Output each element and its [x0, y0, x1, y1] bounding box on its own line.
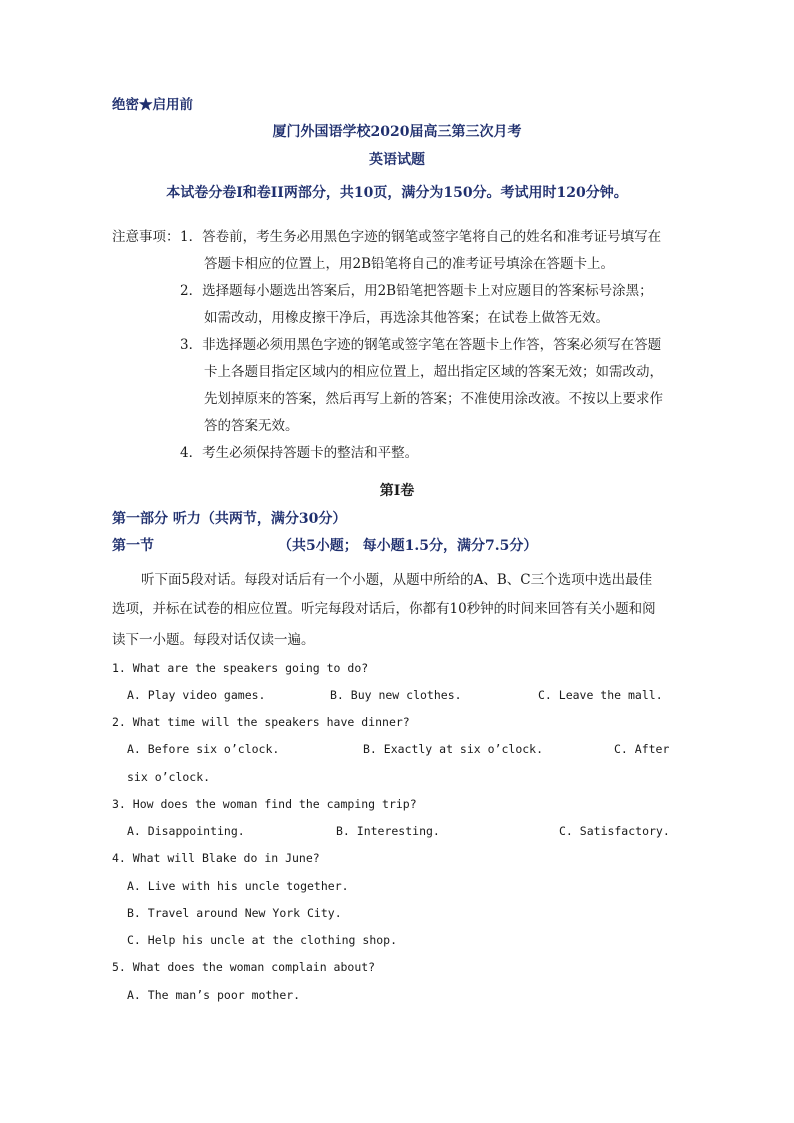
option-a: A. The man’s poor mother.	[127, 988, 301, 1002]
section-label: 第一节	[112, 538, 154, 554]
note-line: 1．答卷前，考生务必用黑色字迹的钢笔或签字笔将自己的姓名和准考证号填写在	[180, 229, 662, 245]
note-line: 2．选择题每小题选出答案后，用2B铅笔把答题卡上对应题目的答案标号涂黑；	[180, 283, 653, 299]
part1-title: 第一部分 听力（共两节，满分30分）	[112, 511, 347, 527]
instruction-line: 读下一小题。每段对话仅读一遍。	[112, 632, 315, 648]
question-stem: 2. What time will the speakers have dinner?	[112, 715, 410, 729]
note-line: 先划掉原来的答案，然后再写上新的答案；不准使用涂改液。不按以上要求作	[204, 391, 663, 407]
school-title: 厦门外国语学校2020届高三第三次月考	[272, 124, 522, 140]
option-c: C. After	[614, 742, 670, 756]
note-line: 3．非选择题必须用黑色字迹的钢笔或签字笔在答题卡上作答，答案必须写在答题	[180, 337, 662, 353]
option-b: B. Buy new clothes.	[330, 688, 462, 702]
option-c: C. Satisfactory.	[559, 824, 670, 838]
option-b: B. Interesting.	[336, 824, 440, 838]
note-line: 如需改动，用橡皮擦干净后，再选涂其他答案；在试卷上做答无效。	[204, 310, 609, 326]
question-stem: 1. What are the speakers going to do?	[112, 661, 369, 675]
option-b: B. Exactly at six o’clock.	[363, 742, 544, 756]
instruction-line: 选项，并标在试卷的相应位置。听完每段对话后，你都有10秒钟的时间来回答有关小题和阅	[112, 601, 656, 617]
option-c-continued: six o’clock.	[127, 770, 211, 784]
instruction-line: 听下面5段对话。每段对话后有一个小题，从题中所给的A、B、C三个选项中选出最佳	[141, 572, 653, 588]
section-info: （共5小题； 每小题1.5分，满分7.5分）	[278, 538, 538, 554]
subject-title: 英语试题	[369, 152, 425, 168]
option-c: C. Leave the mall.	[538, 688, 663, 702]
note-line: 4．考生必须保持答题卡的整洁和平整。	[180, 445, 419, 461]
option-c: C. Help his uncle at the clothing shop.	[127, 933, 398, 947]
option-a: A. Play video games.	[127, 688, 266, 702]
notes-label: 注意事项：	[112, 229, 180, 245]
note-line: 答的答案无效。	[204, 418, 299, 434]
exam-intro: 本试卷分卷I和卷II两部分，共10页，满分为150分。考试用时120分钟。	[166, 185, 628, 201]
option-a: A. Disappointing.	[127, 824, 245, 838]
secret-label: 绝密★启用前	[112, 97, 193, 113]
option-a: A. Live with his uncle together.	[127, 879, 349, 893]
option-b: B. Travel around New York City.	[127, 906, 342, 920]
note-line: 答题卡相应的位置上，用2B铅笔将自己的准考证号填涂在答题卡上。	[204, 256, 615, 272]
option-a: A. Before six o’clock.	[127, 742, 280, 756]
question-stem: 3. How does the woman find the camping trip?	[112, 797, 417, 811]
question-stem: 5. What does the woman complain about?	[112, 960, 376, 974]
note-line: 卡上各题目指定区域内的相应位置上，超出指定区域的答案无效；如需改动，	[204, 364, 663, 380]
question-stem: 4. What will Blake do in June?	[112, 851, 320, 865]
volume-title: 第I卷	[379, 483, 415, 499]
